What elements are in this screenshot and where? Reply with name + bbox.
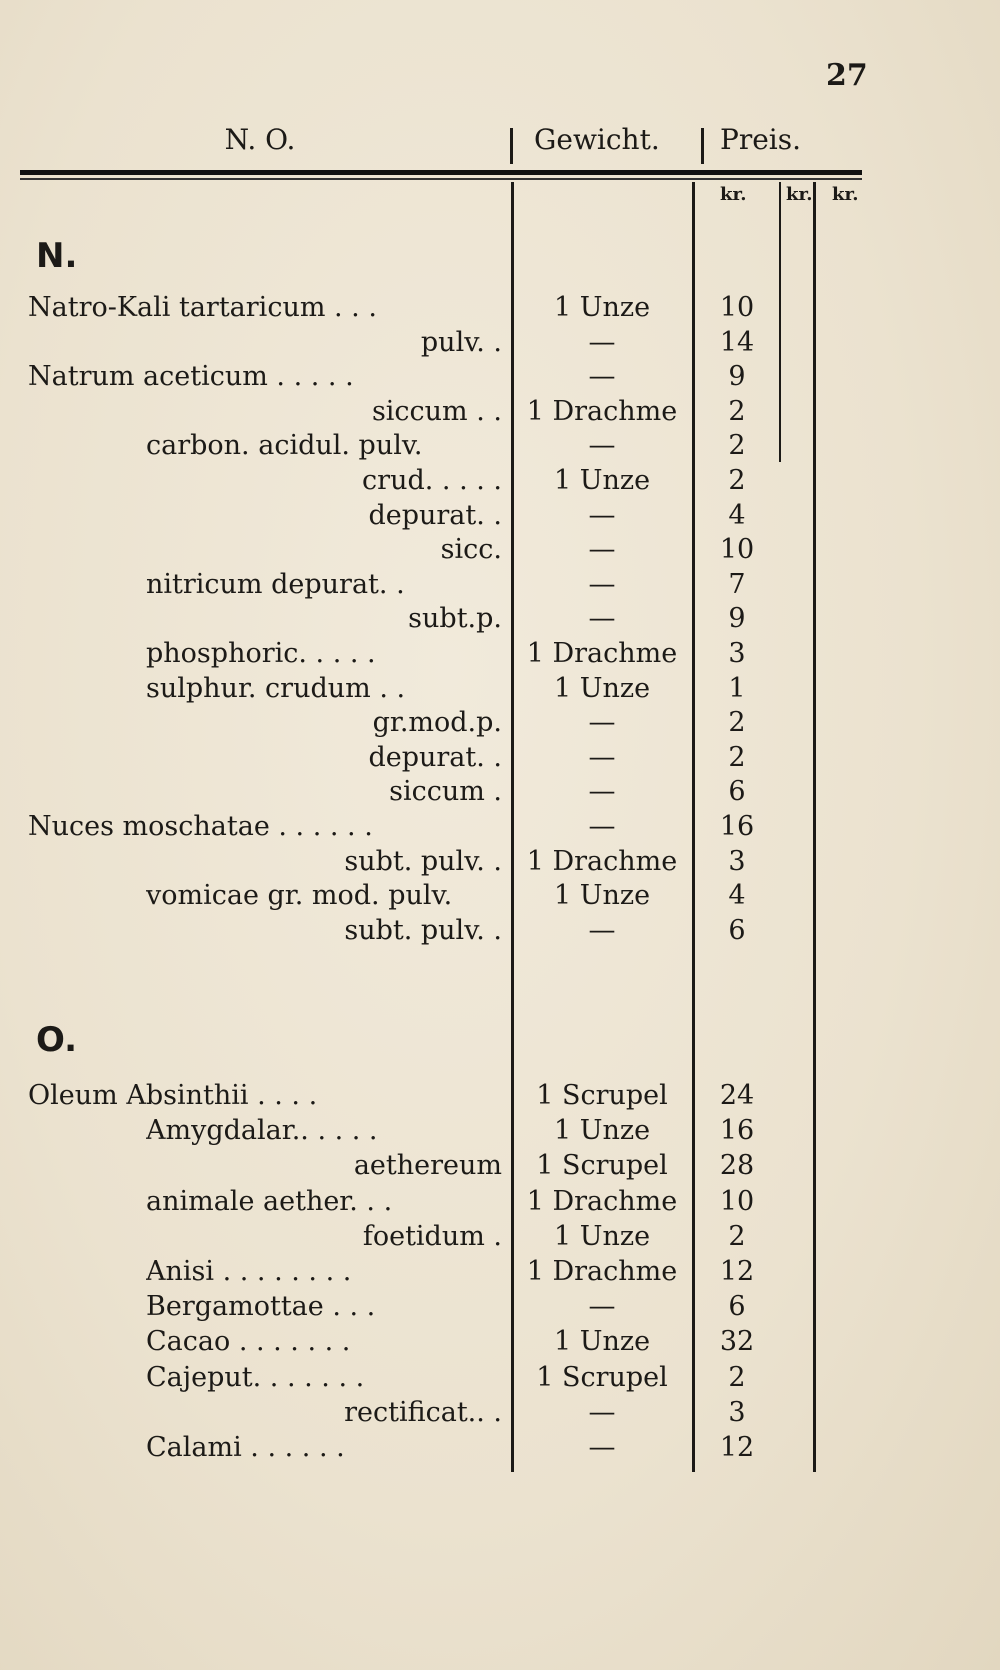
item-name: Anisi . . . . . . . . xyxy=(146,1256,352,1287)
table-row xyxy=(0,428,1000,464)
item-price: 1 xyxy=(728,672,746,704)
table-row xyxy=(0,290,1000,326)
item-price: 9 xyxy=(728,603,746,635)
item-price: 2 xyxy=(728,741,746,773)
table-row xyxy=(0,809,1000,845)
item-weight: 1 Unze xyxy=(553,1326,651,1358)
item-weight: 1 Unze xyxy=(553,292,651,323)
item-price: 2 xyxy=(728,707,746,739)
header-separator xyxy=(510,128,513,164)
item-price: 12 xyxy=(719,1256,755,1287)
table-row xyxy=(0,498,1000,534)
table-row xyxy=(0,567,1000,603)
table-row xyxy=(0,463,1000,499)
table-row xyxy=(0,740,1000,776)
price-subheader: kr. xyxy=(720,184,747,205)
item-price: 10 xyxy=(719,1185,755,1217)
item-weight: — xyxy=(588,1291,616,1323)
item-price: 16 xyxy=(719,811,755,842)
header-separator xyxy=(701,128,704,164)
item-weight: 1 Drachme xyxy=(526,638,678,669)
item-weight: — xyxy=(588,707,616,739)
item-name: subt. pulv. . xyxy=(344,845,502,877)
table-row xyxy=(0,913,1000,949)
item-name: Natrum aceticum . . . . . xyxy=(28,361,354,393)
item-name: Cajeput. . . . . . . xyxy=(146,1361,365,1393)
item-price: 2 xyxy=(728,395,746,427)
item-name: carbon. acidul. pulv. xyxy=(146,430,423,462)
header-rule-thin xyxy=(20,178,862,180)
item-name: Cacao . . . . . . . xyxy=(146,1326,351,1358)
item-name: vomicae gr. mod. pulv. xyxy=(146,880,453,912)
item-weight: 1 Scrupel xyxy=(536,1080,668,1111)
item-weight: 1 Unze xyxy=(553,880,651,912)
table-row xyxy=(0,1430,1000,1466)
item-name: foetidum . xyxy=(362,1220,502,1252)
item-weight: — xyxy=(588,1396,616,1428)
item-name: pulv. . xyxy=(420,326,502,358)
table-row xyxy=(0,359,1000,395)
item-weight: 1 Drachme xyxy=(526,845,678,877)
header-rule xyxy=(20,170,862,175)
column-header-name: N. O. xyxy=(224,123,296,156)
table-row xyxy=(0,532,1000,568)
table-row xyxy=(0,601,1000,637)
item-price: 6 xyxy=(728,914,746,946)
item-weight: 1 Unze xyxy=(553,1115,651,1147)
item-weight: 1 Drachme xyxy=(526,1185,678,1217)
table-row xyxy=(0,774,1000,810)
item-name: Amygdalar.. . . . . xyxy=(146,1115,378,1147)
item-weight: 1 Unze xyxy=(553,465,651,496)
page-number: 27 xyxy=(826,58,868,93)
item-price: 10 xyxy=(719,292,755,323)
item-weight: — xyxy=(588,430,616,462)
item-weight: — xyxy=(588,811,616,842)
table-row xyxy=(0,1324,1000,1360)
price-subheader: kr. xyxy=(786,184,813,205)
item-name: crud. . . . . xyxy=(362,465,502,496)
item-weight: — xyxy=(588,1432,616,1463)
item-price: 9 xyxy=(728,361,746,393)
item-weight: — xyxy=(588,741,616,773)
item-name: subt.p. xyxy=(408,603,502,635)
item-weight: — xyxy=(588,326,616,358)
item-weight: — xyxy=(588,534,616,566)
item-name: phosphoric. . . . . xyxy=(146,638,376,669)
item-name: subt. pulv. . xyxy=(344,914,502,946)
table-row xyxy=(0,844,1000,880)
item-weight: — xyxy=(588,914,616,946)
item-price: 16 xyxy=(719,1115,755,1147)
section-letter: N. xyxy=(36,236,78,276)
table-row xyxy=(0,1078,1000,1114)
item-name: Oleum Absinthii . . . . xyxy=(28,1080,318,1111)
item-price: 4 xyxy=(728,880,746,912)
item-name: animale aether. . . xyxy=(146,1185,393,1217)
table-row xyxy=(0,1184,1000,1220)
table-row xyxy=(0,878,1000,914)
item-weight: 1 Scrupel xyxy=(536,1150,668,1182)
item-weight: 1 Scrupel xyxy=(536,1361,668,1393)
item-price: 28 xyxy=(719,1150,755,1182)
section-letter: O. xyxy=(36,1020,78,1060)
item-price: 2 xyxy=(728,430,746,462)
table-row xyxy=(0,1254,1000,1290)
item-name: sulphur. crudum . . xyxy=(146,672,406,704)
item-weight: 1 Drachme xyxy=(526,1256,678,1287)
table-row xyxy=(0,394,1000,430)
table-row xyxy=(0,1395,1000,1431)
item-weight: — xyxy=(588,499,616,531)
table-row xyxy=(0,636,1000,672)
column-header-price: Preis. xyxy=(720,123,802,156)
item-name: sicc. xyxy=(440,534,502,566)
item-price: 4 xyxy=(728,499,746,531)
item-price: 3 xyxy=(728,638,746,669)
item-name: gr.mod.p. xyxy=(372,707,502,739)
item-price: 32 xyxy=(719,1326,755,1358)
item-price: 12 xyxy=(719,1432,755,1463)
item-name: rectificat.. . xyxy=(344,1396,502,1428)
item-price: 2 xyxy=(728,1220,746,1252)
table-row xyxy=(0,671,1000,707)
item-name: depurat. . xyxy=(368,741,502,773)
item-name: Calami . . . . . . xyxy=(146,1432,345,1463)
item-weight: — xyxy=(588,361,616,393)
item-name: siccum . . xyxy=(371,395,502,427)
item-weight: 1 Drachme xyxy=(526,395,678,427)
table-row xyxy=(0,1360,1000,1396)
item-name: siccum . xyxy=(389,776,502,808)
item-name: Nuces moschatae . . . . . . xyxy=(28,811,373,842)
item-price: 14 xyxy=(719,326,755,358)
item-name: depurat. . xyxy=(368,499,502,531)
price-subheader: kr. xyxy=(832,184,859,205)
table-row xyxy=(0,1113,1000,1149)
item-name: aethereum xyxy=(353,1150,502,1182)
table-row xyxy=(0,1148,1000,1184)
item-name: Natro-Kali tartaricum . . . xyxy=(28,292,377,323)
item-price: 6 xyxy=(728,1291,746,1323)
item-weight: — xyxy=(588,568,616,600)
table-row xyxy=(0,1289,1000,1325)
item-name: nitricum depurat. . xyxy=(146,568,405,600)
table-row xyxy=(0,1219,1000,1255)
item-weight: 1 Unze xyxy=(553,1220,651,1252)
item-weight: 1 Unze xyxy=(553,672,651,704)
item-price: 3 xyxy=(728,845,746,877)
item-weight: — xyxy=(588,776,616,808)
column-header-weight: Gewicht. xyxy=(534,123,660,156)
item-weight: — xyxy=(588,603,616,635)
table-row xyxy=(0,325,1000,361)
item-price: 2 xyxy=(728,465,746,496)
item-price: 7 xyxy=(728,568,746,600)
item-price: 3 xyxy=(728,1396,746,1428)
item-price: 6 xyxy=(728,776,746,808)
item-name: Bergamottae . . . xyxy=(146,1291,376,1323)
table-row xyxy=(0,705,1000,741)
item-price: 10 xyxy=(719,534,755,566)
item-price: 24 xyxy=(719,1080,755,1111)
item-price: 2 xyxy=(728,1361,746,1393)
